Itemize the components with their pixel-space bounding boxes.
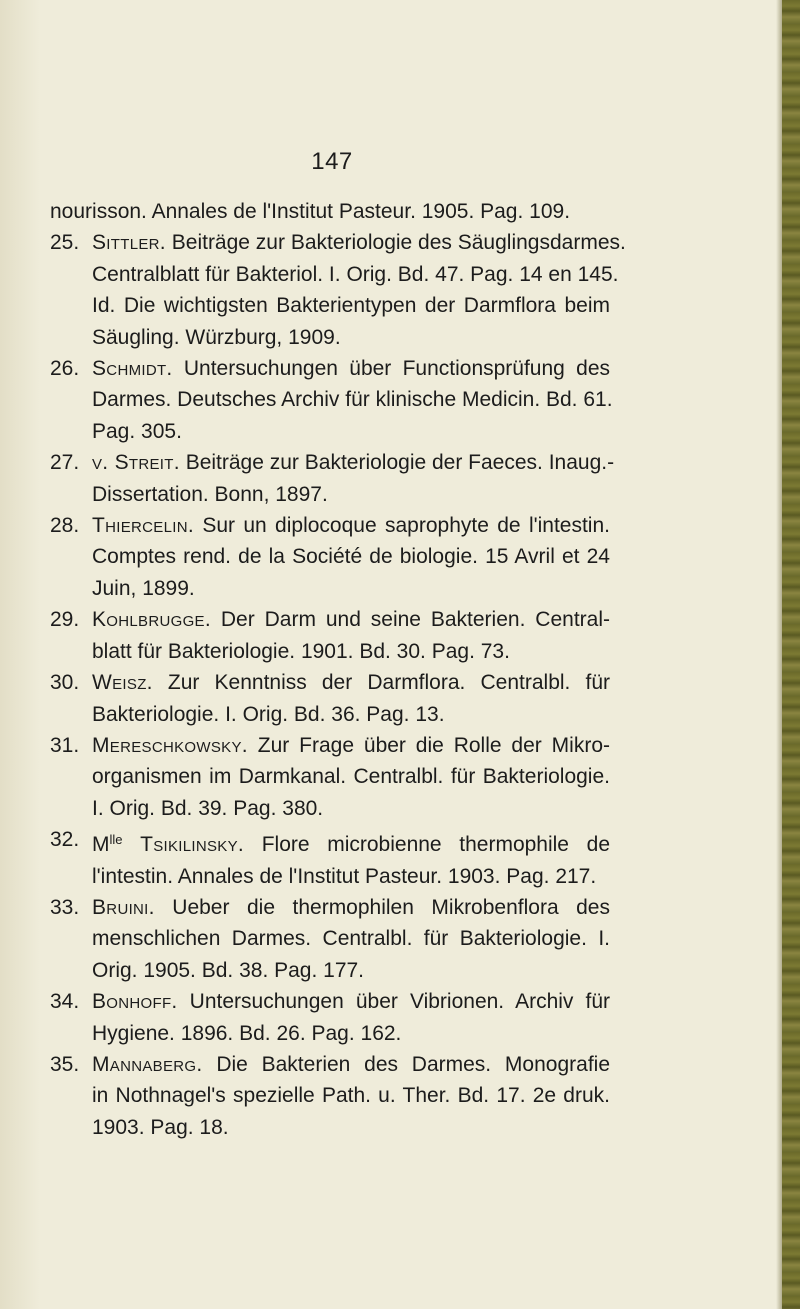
entry-line <box>92 1049 610 1080</box>
entry-author: Kohlbrugge. <box>92 608 211 632</box>
bibliography-entry <box>50 227 626 353</box>
entry-number: 29. <box>50 608 80 632</box>
entry-author: Schmidt. <box>92 357 173 381</box>
entry-line <box>92 986 610 1017</box>
entry-number: 32. <box>50 828 80 852</box>
entry-text: Untersuchungen über Vibrionen. Archiv für <box>177 990 610 1014</box>
entry-author: Bruini. <box>92 895 155 919</box>
entry-line <box>92 510 610 541</box>
entry-line <box>92 353 610 384</box>
entry-number: 34. <box>50 990 80 1014</box>
entry-number: 30. <box>50 671 80 695</box>
entry-number: 35. <box>50 1052 80 1076</box>
entry-line: menschlichen Darmes. Centralbl. für Bakteriologie. I. <box>92 927 610 951</box>
entry-line: Id. Die wichtigsten Bakterientypen der Darmflora beim <box>92 294 610 318</box>
entry-author: Sittler. <box>92 231 166 255</box>
entry-line: in Nothnagel's spezielle Path. u. Ther. Bd. 17. 2e druk. <box>92 1084 610 1108</box>
entry-number: 27. <box>50 451 80 475</box>
entry-line: 1903. Pag. 18. <box>92 1115 229 1139</box>
entry-number: 28. <box>50 514 80 538</box>
entry-text: Die Bakterien des Darmes. Monografie <box>202 1052 610 1076</box>
entry-number: 26. <box>50 357 80 381</box>
bibliography-entry <box>50 892 610 986</box>
entry-title-prefix: M <box>92 833 110 857</box>
entry-text: Ueber die thermophilen Mikrobenflora des <box>154 895 610 919</box>
entries-container <box>50 227 626 1143</box>
entry-number: 33. <box>50 895 80 919</box>
entry-line: Orig. 1905. Bd. 38. Pag. 177. <box>92 958 365 982</box>
entry-line <box>92 447 615 478</box>
continued-entry <box>50 196 610 227</box>
entry-text: Zur Frage über die Rolle der Mikro- <box>247 733 610 757</box>
bibliography-entry <box>50 667 610 730</box>
entry-text: Der Darm und seine Bakterien. Central- <box>211 608 610 632</box>
entry-line <box>92 667 610 698</box>
entry-line: organismen im Darmkanal. Centralbl. für Bakteriologie. <box>92 765 610 789</box>
entry-line: Darmes. Deutsches Archiv für klinische Medicin. Bd. 61. <box>92 388 613 412</box>
bibliography-entry <box>50 986 610 1049</box>
bibliography-entry <box>50 730 610 824</box>
entry-author: Thiercelin. <box>92 514 194 538</box>
page-number: 147 <box>311 148 353 175</box>
entry-line: Bakteriologie. I. Orig. Bd. 36. Pag. 13. <box>92 702 445 726</box>
entry-number: 25. <box>50 231 80 255</box>
entry-line: blatt für Bakteriologie. 1901. Bd. 30. Pag. 73. <box>92 639 510 663</box>
entry-line <box>92 892 610 923</box>
entry-line <box>92 227 626 258</box>
entry-line: Comptes rend. de la Société de biologie. 15 Avril et 24 <box>92 545 610 569</box>
entry-line: Hygiene. 1896. Bd. 26. Pag. 162. <box>92 1021 402 1045</box>
entry-number: 31. <box>50 733 80 757</box>
entry-author: Tsikilinsky. <box>122 833 245 857</box>
entry-text: Sur un diplocoque saprophyte de l'intestin. <box>193 514 610 538</box>
entry-line: Juin, 1899. <box>92 576 195 600</box>
entry-author: Mannaberg. <box>92 1052 203 1076</box>
entry-line: Säugling. Würzburg, 1909. <box>92 325 341 349</box>
bibliography-entry <box>50 447 615 510</box>
book-binding-edge <box>782 0 800 1309</box>
bibliography-entry <box>50 604 610 667</box>
entry-line: Dissertation. Bonn, 1897. <box>92 482 328 506</box>
entry-text: Beiträge zur Bakteriologie des Säuglingsdarmes. <box>165 231 626 255</box>
entry-author: v. Streit. <box>92 451 180 475</box>
entry-line: nourisson. Annales de l'Institut Pasteur. 1905. Pag. 109. <box>50 200 571 223</box>
entry-text: Flore microbienne thermophile de <box>244 833 610 857</box>
entry-line: Centralblatt für Bakteriol. I. Orig. Bd. 47. Pag. 14 en 145. <box>92 262 619 286</box>
entry-line <box>92 604 610 635</box>
entry-text: Zur Kenntniss der Darmflora. Centralbl. für <box>152 671 610 695</box>
entry-author: Bonhoff. <box>92 990 178 1014</box>
bibliography-list <box>50 196 626 1143</box>
entry-author: Mereschkowsky. <box>92 733 248 757</box>
bibliography-entry <box>50 1049 610 1143</box>
bibliography-entry <box>50 510 610 604</box>
entry-author: Weisz. <box>92 671 153 695</box>
entry-text: Untersuchungen über Functionsprüfung des <box>172 357 610 381</box>
entry-line: I. Orig. Bd. 39. Pag. 380. <box>92 796 324 820</box>
entry-line <box>92 824 610 860</box>
bibliography-entry <box>50 824 610 892</box>
entry-line: Pag. 305. <box>92 419 182 443</box>
bibliography-entry <box>50 353 613 447</box>
entry-line: l'intestin. Annales de l'Institut Pasteur. 1903. Pag. 217. <box>92 864 597 888</box>
entry-line <box>92 730 610 761</box>
entry-title-prefix-superscript: lle <box>109 832 123 848</box>
entry-text: Beiträge zur Bakteriologie der Faeces. Inaug.- <box>179 451 615 475</box>
